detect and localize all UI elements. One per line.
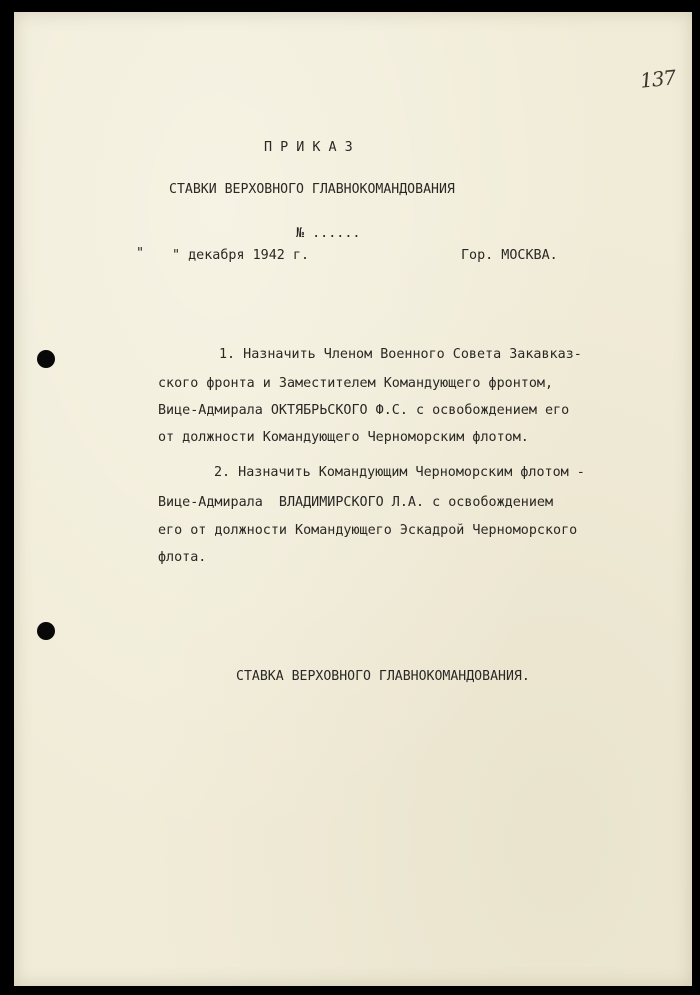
order-date: " декабря 1942 г.: [172, 248, 310, 263]
paragraph-1-line-3: Вице-Адмирала ОКТЯБРЬСКОГО Ф.С. с освобождением его: [158, 403, 570, 418]
order-number: № ......: [296, 226, 361, 241]
order-subtitle: СТАВКИ ВЕРХОВНОГО ГЛАВНОКОМАНДОВАНИЯ: [169, 182, 455, 197]
order-title: П Р И К А З: [264, 140, 353, 155]
paragraph-2-line-1: 2. Назначить Командующим Черноморским флотом -: [214, 465, 585, 480]
folio-number: 137: [638, 65, 677, 93]
paragraph-1-line-2: ского фронта и Заместителем Командующего фронтом,: [158, 376, 554, 391]
paragraph-1-line-4: от должности Командующего Черноморским флотом.: [158, 430, 529, 445]
date-open-quote: ": [136, 246, 145, 261]
paragraph-1-line-1: 1. Назначить Членом Военного Совета Закавказ-: [219, 347, 582, 362]
punch-hole-top: [37, 350, 55, 368]
paragraph-2-line-2: Вице-Адмирала ВЛАДИМИРСКОГО Л.А. с освобождением: [158, 495, 554, 510]
order-place: Гор. МОСКВА.: [461, 248, 558, 263]
paragraph-2-line-4: флота.: [158, 550, 207, 565]
punch-hole-bottom: [37, 622, 55, 640]
paragraph-2-line-3: его от должности Командующего Эскадрой Черноморского: [158, 523, 578, 538]
signature-line: СТАВКА ВЕРХОВНОГО ГЛАВНОКОМАНДОВАНИЯ.: [236, 669, 530, 684]
